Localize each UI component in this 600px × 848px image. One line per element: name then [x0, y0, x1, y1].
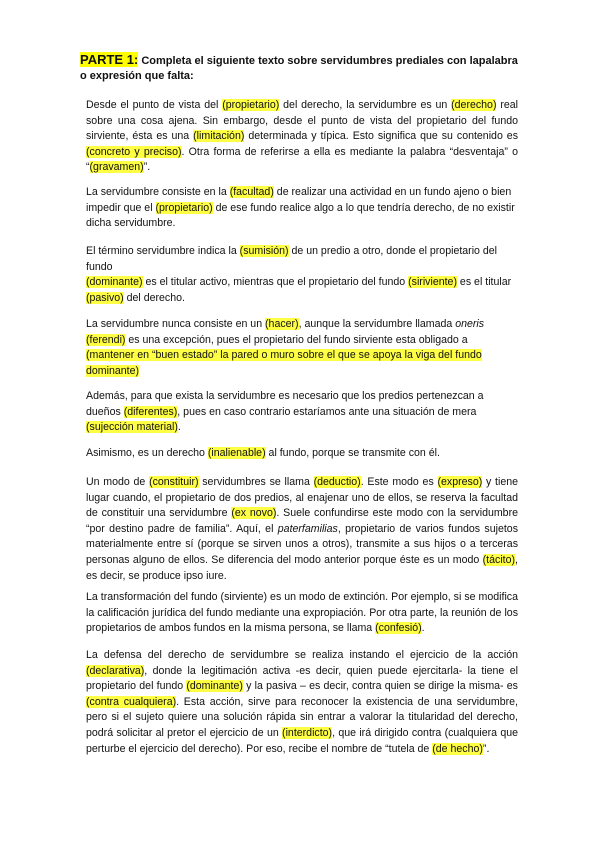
- text: servidumbres se llama: [198, 476, 314, 488]
- text: es el titular: [456, 276, 512, 289]
- answer-highlight: (facultad): [229, 186, 274, 198]
- answer-highlight: (dominante): [86, 276, 143, 289]
- answer-highlight: (diferentes): [123, 405, 178, 418]
- text: . Otra forma de referirse a ella es mediante la palabra “desventaja” o “: [86, 145, 518, 174]
- answer-highlight: (derecho): [451, 99, 497, 111]
- paragraph-8: [86, 590, 518, 637]
- answer-highlight: (constituir): [149, 476, 199, 488]
- part-label: PARTE 1:: [80, 52, 139, 67]
- answer-highlight: (sumisión): [239, 245, 289, 257]
- text: del derecho, la servidumbre es un: [279, 99, 452, 111]
- text: ”.: [482, 742, 490, 755]
- text: es una excepción, pues el propietario del fundo sirviente esta obligado a: [125, 333, 468, 346]
- text: , donde la legitimación activa -es decir, quien puede ejercitarla- la tiene el propietario del fundo: [86, 664, 518, 693]
- text: , propietario de varios fundos sujetos materialmente entre sí (porque se sirven unos a otros), transmite a sus hijos o a terceras personas alguno de ellos. Se diferencia del modo anterior porque éste es un modo: [86, 522, 518, 566]
- answer-highlight: (mantener en “buen estado” la pared o muro sobre el que se apoya la viga del fundo dominante): [86, 349, 482, 377]
- text: .: [421, 622, 425, 635]
- answer-highlight: (interdicto): [282, 726, 333, 739]
- answer-highlight: (tácito): [482, 553, 516, 566]
- instruction-text: Completa el siguiente texto sobre servidumbres prediales con lapalabra o expresión que falta:: [80, 55, 518, 82]
- answer-highlight: (gravamen): [89, 161, 144, 174]
- answer-highlight: (propietario): [155, 201, 213, 214]
- text: La servidumbre consiste en la: [86, 186, 230, 198]
- text: Asimismo, es un derecho: [86, 447, 208, 459]
- text: .: [177, 421, 181, 434]
- text: al fundo, porque se transmite con él.: [265, 447, 440, 459]
- paragraph-3: [86, 244, 518, 306]
- answer-highlight: (sujección material): [86, 421, 178, 434]
- text: . Esta acción, sirve para reconocer la existencia de una servidumbre, pero si el sujeto quiere una solución rápida sin entrar a valorar la titularidad del derecho, podrá solicitar al pretor el ejercicio de un: [86, 695, 518, 739]
- text: y tiene lugar cuando, el propietario de dos predios, al enajenar uno de ellos, se reserva la facultad de constituir una servidumbre: [86, 476, 519, 520]
- text: , que irá dirigido contra (cualquiera que perturbe el ejercicio del derecho). Por eso, recibe el nombre de “tutela de: [86, 726, 518, 755]
- italic-text: oneris: [455, 318, 485, 330]
- text: Además, para que exista la servidumbre es necesario que los predios pertenezcan a dueños: [86, 390, 484, 418]
- text: La transformación del fundo (sirviente) es un modo de extinción. Por ejemplo, si se modifica la calificación jurídica del fundo mediante una expropiación. Por otra parte, la reunión de los propietarios de ambos fundos en la misma persona, se llama: [86, 591, 518, 635]
- answer-highlight: (expreso): [437, 476, 483, 488]
- text: El término servidumbre indica la: [86, 245, 240, 257]
- answer-highlight: (deductio): [313, 476, 361, 488]
- answer-highlight: (concreto y preciso): [86, 145, 182, 158]
- paragraph-5: [86, 389, 518, 436]
- exercise-title: [80, 52, 520, 84]
- answer-highlight: (siriviente): [408, 276, 457, 289]
- answer-highlight: (ferendi): [86, 333, 126, 346]
- text: . Este modo es: [360, 476, 438, 488]
- text: Un modo de: [86, 476, 150, 488]
- text: real sobre una cosa ajena. Sin embargo, desde el punto de vista del propietario del fundo sirviente, ésta es una: [86, 99, 518, 143]
- text: es el titular activo, mientras que el propietario del fundo: [142, 276, 409, 289]
- paragraph-1: [86, 98, 518, 176]
- italic-text: paterfamilias: [277, 522, 338, 535]
- text: La servidumbre nunca consiste en un: [86, 318, 266, 330]
- text: , aunque la servidumbre llamada: [298, 318, 456, 330]
- text: ”.: [143, 161, 151, 174]
- paragraph-4: [86, 317, 518, 379]
- answer-highlight: (ex novo): [231, 507, 277, 520]
- text: de realizar una actividad en un fundo ajeno o bien impedir que el: [86, 186, 512, 214]
- text: . Suele confundirse este modo con la servidumbre “por destino padre de familia”. Aquí, el: [86, 507, 518, 535]
- paragraph-6: [86, 446, 518, 462]
- answer-highlight: (contra cualquiera): [86, 695, 177, 708]
- answer-highlight: (declarativa): [86, 664, 145, 677]
- text: de un predio a otro, donde el propietario del fundo: [86, 245, 498, 273]
- answer-highlight: (limitación): [193, 130, 245, 143]
- answer-highlight: (de hecho): [432, 742, 483, 755]
- paragraph-7: [86, 475, 518, 584]
- text: de ese fundo realice algo a lo que tendría derecho, de no existir dicha servidumbre.: [86, 201, 515, 230]
- text: y la pasiva – es decir, contra quien se dirige la misma- es: [242, 680, 518, 693]
- answer-highlight: (dominante): [186, 680, 243, 693]
- text: Desde el punto de vista del: [86, 99, 223, 111]
- text: determinada y típica. Esto significa que su contenido es: [244, 130, 518, 143]
- text: La defensa del derecho de servidumbre se realiza instando el ejercicio de la acción: [86, 649, 518, 661]
- answer-highlight: (propietario): [222, 99, 280, 111]
- answer-highlight: (inalienable): [207, 447, 266, 459]
- paragraph-2: [86, 185, 518, 232]
- answer-highlight: (pasivo): [86, 291, 124, 304]
- answer-highlight: (confesió): [375, 622, 422, 635]
- text: , es decir, se produce ipso iure.: [86, 553, 518, 582]
- text: , pues en caso contrario estaríamos ante una situación de mera: [177, 405, 477, 418]
- text: del derecho.: [123, 291, 185, 304]
- answer-highlight: (hacer): [265, 318, 299, 330]
- paragraph-9: [86, 648, 518, 757]
